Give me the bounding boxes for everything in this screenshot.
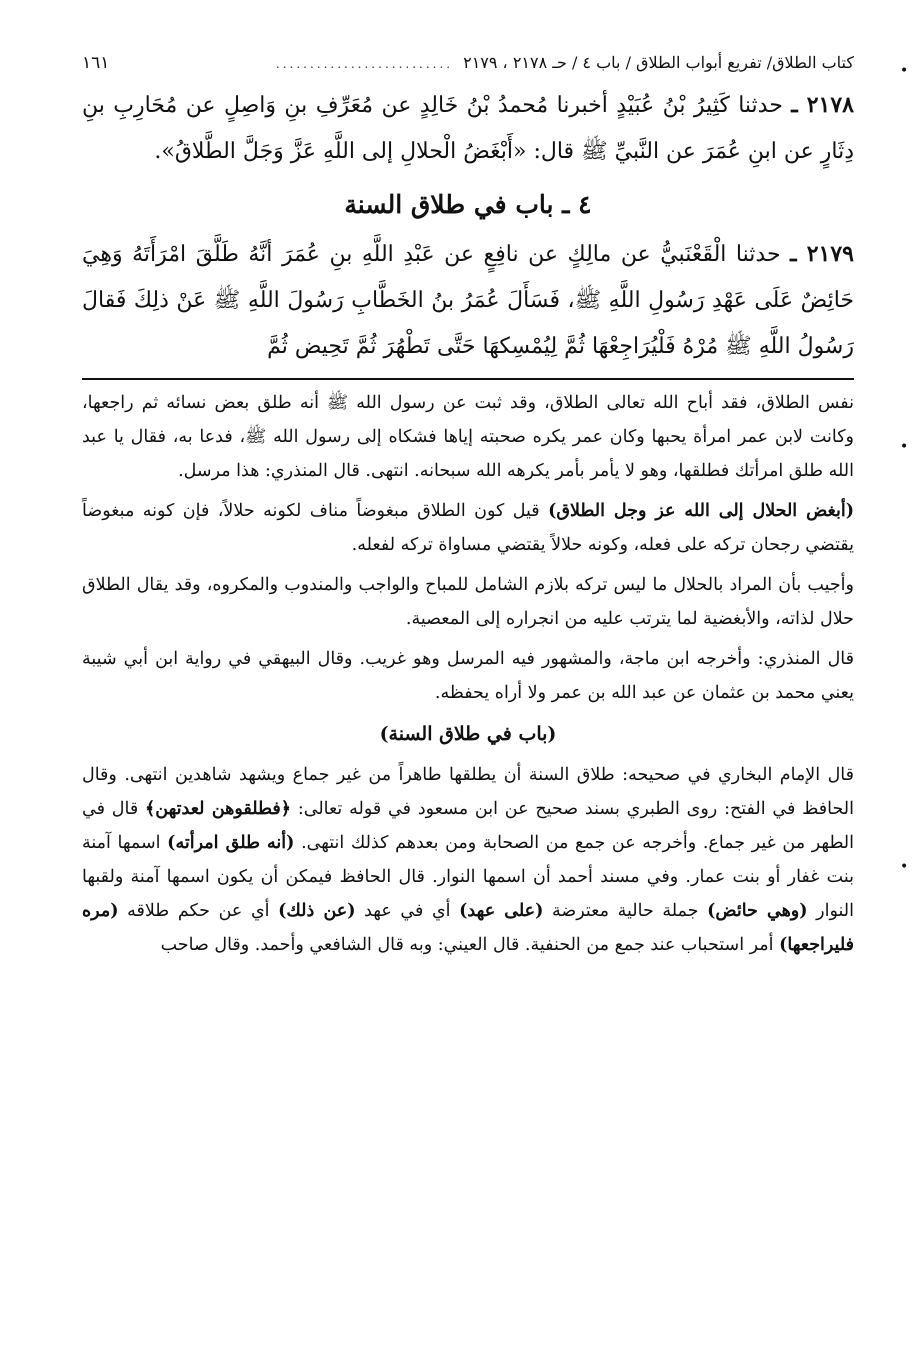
paragraph-text: قال الإمام البخاري في صحيحه: طلاق السنة أن يطلقها طاهراً من غير جماع ويشهد شاهدين انتهى. وقال الحافظ في الفتح: روى الطبري بسند صحيح عن ابن مسعود في قوله تعالى:	[82, 765, 854, 819]
commentary	[82, 386, 854, 962]
paragraph-text: أي في عهد	[355, 901, 460, 921]
quoted-phrase: (أبغض الحلال إلى الله عز وجل الطلاق)	[548, 501, 854, 521]
commentary-paragraph	[82, 642, 854, 710]
chapter-title: ٤ ـ باب في طلاق السنة	[344, 190, 592, 219]
paragraph-text: أمر استحباب عند جمع من الحنفية. قال العيني: وبه قال الشافعي وأحمد. وقال صاحب	[160, 935, 780, 955]
hadith-2178	[82, 82, 854, 175]
hadith-number: ٢١٧٨ ـ	[791, 92, 854, 118]
commentary-paragraph	[82, 758, 854, 962]
page-number: ١٦١	[82, 53, 110, 73]
paragraph-text: قال المنذري: وأخرجه ابن ماجة، والمشهور فيه المرسل وهو غريب. وقال البيهقي في رواية ابن أبي شيبة يعني محمد بن عثمان عن عبد الله بن عمر ولا أراه يحفظه.	[82, 649, 854, 703]
margin-dot-mark: •	[900, 439, 909, 455]
paragraph-text: جملة حالية معترضة	[543, 901, 708, 921]
paragraph-text: أي عن حكم طلاقه	[118, 901, 279, 921]
quoted-phrase: (مره فليراجعها)	[82, 901, 854, 955]
hadith-text: حدثنا كَثِيرُ بْنُ عُبَيْدٍ أخبرنا مُحمدُ بْنُ خَالِدٍ عن مُعَرِّفِ بنِ وَاصِلٍ عن مُحَارِبِ بنِ دِثَارٍ عن ابنِ عُمَرَ عن النَّبيِّ ﷺ قال: «أَبْغَضُ الْحلالِ إلى اللَّهِ عَزَّ وَجَلَّ الطَّلاقُ».	[82, 93, 854, 164]
quoted-phrase: (عن ذلك)	[278, 901, 356, 921]
commentary-section-title: (باب في طلاق السنة)	[379, 723, 557, 745]
commentary-paragraph	[82, 386, 854, 488]
margin-dot-mark: •	[900, 63, 909, 79]
running-head: كتاب الطلاق/ تفريع أبواب الطلاق / باب ٤ / حـ ٢١٧٨ ، ٢١٧٩	[463, 53, 854, 72]
footnote-divider	[82, 378, 854, 380]
quran-quote: ﴿فطلقوهن لعدتهن﴾	[145, 799, 292, 819]
quoted-phrase: (على عهد)	[459, 901, 544, 921]
quoted-phrase: (أنه طلق امرأته)	[167, 833, 295, 853]
paragraph-text: اسمها آمنة بنت غفار أو بنت عمار. وفي مسند أحمد أن اسمها النوار. قال الحافظ فيمكن أن يكون اسمها آمنة ولقبها النوار	[82, 833, 854, 921]
leader-dots: ..........................	[275, 57, 454, 71]
hadith-2179	[82, 231, 854, 370]
paragraph-text: قيل كون الطلاق مبغوضاً مناف لكونه حلالاً، فإن كونه مبغوضاً يقتضي رجحان تركه على فعله، وكونه حلالاً يقتضي مساواة تركه لفعله.	[82, 501, 854, 555]
margin-dot-mark: •	[900, 859, 909, 875]
commentary-paragraph	[82, 568, 854, 636]
hadith-text: حدثنا الْقَعْنَبيُّ عن مالِكٍ عن نافِعٍ عن عَبْدِ اللَّهِ بنِ عُمَرَ أنَّهُ طَلَّقَ امْرَأَتَهُ وَهِيَ حَائِضٌ عَلَى عَهْدِ رَسُولِ اللَّهِ ﷺ، فَسَأَلَ عُمَرُ بنُ الخَطَّابِ رَسُولَ اللَّهِ ﷺ عَنْ ذلِكَ فَقالَ رَسُولُ اللَّهِ ﷺ مُرْهُ فَلْيُرَاجِعْهَا ثُمَّ لِيُمْسِكهَا حَتَّى تَطْهُرَ ثُمَّ تَحِيض ثُمَّ	[82, 242, 854, 359]
quoted-phrase: (وهي حائض)	[707, 901, 808, 921]
paragraph-text: نفس الطلاق، فقد أباح الله تعالى الطلاق، وقد ثبت عن رسول الله ﷺ أنه طلق بعض نسائه ثم راجعها، وكانت لابن عمر امرأة يحبها وكان عمر يكره صحبته إياها فشكاه إلى رسول الله ﷺ، فدعا به، فقال يا عبد الله طلق امرأتك فطلقها، وهو لا يأمر بأمر يكرهه الله سبحانه. انتهى. قال المنذري: هذا مرسل.	[82, 393, 854, 481]
paragraph-text: قال في الطهر من غير جماع. وأخرجه عن جمع من الصحابة ومن بعدهم كذلك انتهى.	[82, 799, 854, 853]
paragraph-text: وأجيب بأن المراد بالحلال ما ليس تركه بلازم الشامل للمباح والواجب والمندوب والمكروه، وقد يقال الطلاق حلال لذاته، والأبغضية لما يترتب عليه من انجراره إلى المعصية.	[82, 575, 854, 629]
hadith-number: ٢١٧٩ ـ	[790, 241, 854, 267]
commentary-paragraph	[82, 494, 854, 562]
page-header	[82, 50, 854, 78]
